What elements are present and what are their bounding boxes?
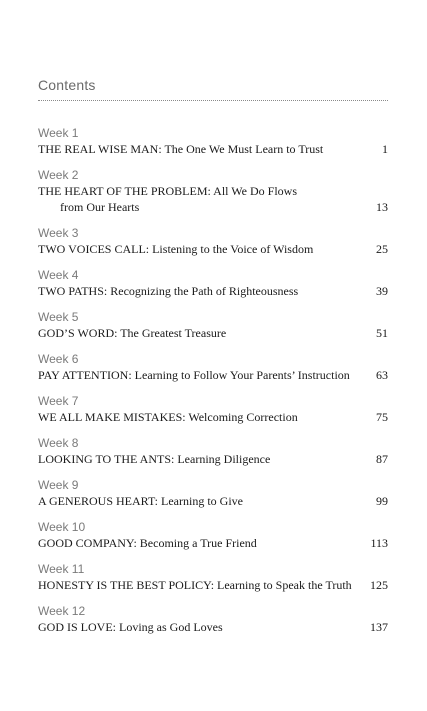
entry-title: GOOD COMPANY: Becoming a True Friend [38, 536, 257, 550]
entry-title-continuation: from Our Hearts [60, 200, 140, 214]
entry-title: HONESTY IS THE BEST POLICY: Learning to Speak the Truth [38, 578, 352, 592]
toc-entry-week-6[interactable] [38, 352, 388, 394]
entry-title: LOOKING TO THE ANTS: Learning Diligence [38, 452, 271, 466]
page-number: 113 [370, 536, 388, 550]
toc-entry-week-11[interactable] [38, 562, 388, 604]
week-label: Week 5 [38, 310, 79, 324]
page-title: Contents [38, 77, 96, 93]
entry-title: TWO PATHS: Recognizing the Path of Righteousness [38, 284, 299, 298]
page-number: 125 [370, 578, 388, 592]
week-label: Week 7 [38, 394, 79, 408]
page-number: 87 [376, 452, 388, 466]
entry-title: GOD’S WORD: The Greatest Treasure [38, 326, 227, 340]
toc-entry-week-3[interactable] [38, 226, 388, 268]
page-number: 13 [376, 200, 388, 214]
entry-title: TWO VOICES CALL: Listening to the Voice of Wisdom [38, 242, 314, 256]
toc-entry-week-7[interactable] [38, 394, 388, 436]
toc-entry-week-8[interactable] [38, 436, 388, 478]
entry-title: GOD IS LOVE: Loving as God Loves [38, 620, 223, 634]
week-label: Week 1 [38, 126, 79, 140]
entry-title: THE HEART OF THE PROBLEM: All We Do Flows [38, 184, 298, 198]
toc-entry-week-10[interactable] [38, 520, 388, 562]
dotted-divider [38, 100, 388, 101]
week-label: Week 3 [38, 226, 79, 240]
page-number: 75 [376, 410, 388, 424]
page-number: 51 [376, 326, 388, 340]
toc-entry-week-9[interactable] [38, 478, 388, 520]
page-number: 39 [376, 284, 388, 298]
entry-title: PAY ATTENTION: Learning to Follow Your Parents’ Instruction [38, 368, 350, 382]
page-number: 25 [376, 242, 388, 256]
toc-entry-week-12[interactable] [38, 604, 388, 646]
week-label: Week 4 [38, 268, 79, 282]
week-label: Week 9 [38, 478, 79, 492]
week-label: Week 12 [38, 604, 86, 618]
week-label: Week 8 [38, 436, 79, 450]
entry-title: THE REAL WISE MAN: The One We Must Learn to Trust [38, 142, 324, 156]
table-of-contents [38, 126, 388, 646]
page-number: 99 [376, 494, 388, 508]
entry-title: A GENEROUS HEART: Learning to Give [38, 494, 243, 508]
page-number: 137 [370, 620, 388, 634]
page-number: 63 [376, 368, 388, 382]
week-label: Week 2 [38, 168, 79, 182]
week-label: Week 11 [38, 562, 85, 576]
entry-title: WE ALL MAKE MISTAKES: Welcoming Correction [38, 410, 298, 424]
page-number: 1 [382, 142, 388, 156]
week-label: Week 10 [38, 520, 86, 534]
toc-entry-week-5[interactable] [38, 310, 388, 352]
toc-entry-week-4[interactable] [38, 268, 388, 310]
toc-entry-week-1[interactable] [38, 126, 388, 168]
week-label: Week 6 [38, 352, 79, 366]
toc-entry-week-2[interactable] [38, 168, 388, 226]
